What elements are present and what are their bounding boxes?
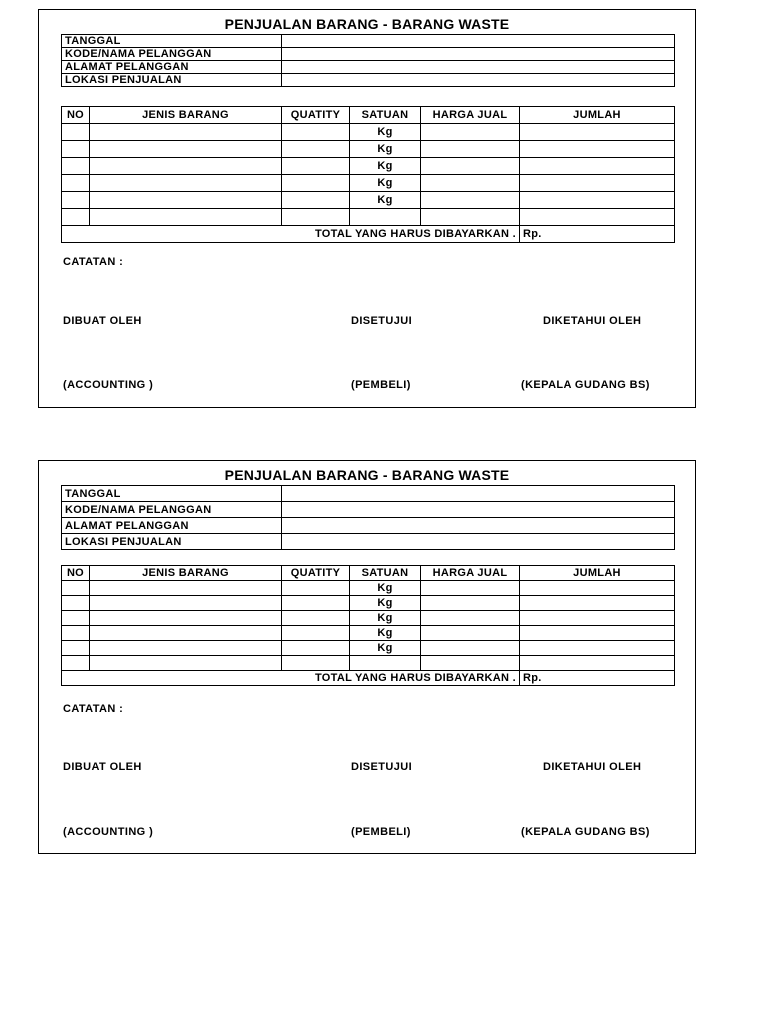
cell-jenis-barang[interactable] [90,611,282,626]
cell-no[interactable] [62,158,90,175]
cell-jumlah[interactable] [520,192,675,209]
table-row [62,141,675,158]
notes-label: CATATAN : [63,256,124,268]
total-row [62,671,675,686]
table-row [62,626,675,641]
cell-quantity[interactable] [282,175,350,192]
role-pembeli: (PEMBELI) [351,826,411,838]
col-harga-jual: HARGA JUAL [421,107,520,124]
cell-harga-jual[interactable] [421,611,520,626]
signature-acknowledged: DIKETAHUI OLEH [543,315,642,327]
cell-no[interactable] [62,596,90,611]
label-lokasi-penjualan: LOKASI PENJUALAN [62,74,282,87]
field-alamat-pelanggan[interactable] [282,61,675,74]
col-jumlah: JUMLAH [520,107,675,124]
col-quantity: QUATITY [282,107,350,124]
cell-jenis-barang[interactable] [90,124,282,141]
label-tanggal: TANGGAL [62,35,282,48]
form-title: PENJUALAN BARANG - BARANG WASTE [224,467,510,483]
table-row [62,581,675,596]
table-row [62,209,675,226]
cell-jumlah[interactable] [520,581,675,596]
col-jumlah: JUMLAH [520,566,675,581]
signature-made-by: DIBUAT OLEH [63,761,142,773]
total-amount[interactable]: Rp. [520,671,675,686]
cell-jenis-barang[interactable] [90,209,282,226]
field-tanggal[interactable] [282,35,675,48]
field-alamat-pelanggan[interactable] [282,518,675,534]
cell-harga-jual[interactable] [421,656,520,671]
cell-quantity[interactable] [282,124,350,141]
col-no: NO [62,566,90,581]
cell-harga-jual[interactable] [421,209,520,226]
cell-jumlah[interactable] [520,209,675,226]
total-label: TOTAL YANG HARUS DIBAYARKAN . [62,226,520,243]
cell-satuan: Kg [350,626,421,641]
col-satuan: SATUAN [350,107,421,124]
cell-quantity[interactable] [282,611,350,626]
cell-harga-jual[interactable] [421,641,520,656]
cell-jenis-barang[interactable] [90,656,282,671]
cell-jumlah[interactable] [520,656,675,671]
form-title: PENJUALAN BARANG - BARANG WASTE [224,16,510,32]
cell-quantity[interactable] [282,626,350,641]
cell-satuan [350,209,421,226]
cell-no[interactable] [62,124,90,141]
col-jenis-barang: JENIS BARANG [90,566,282,581]
cell-jumlah[interactable] [520,596,675,611]
cell-jumlah[interactable] [520,124,675,141]
customer-info-table [61,485,675,550]
cell-jenis-barang[interactable] [90,581,282,596]
cell-jumlah[interactable] [520,141,675,158]
cell-jenis-barang[interactable] [90,141,282,158]
cell-harga-jual[interactable] [421,158,520,175]
cell-satuan: Kg [350,192,421,209]
col-no: NO [62,107,90,124]
cell-harga-jual[interactable] [421,192,520,209]
table-row [62,596,675,611]
table-row [62,192,675,209]
col-jenis-barang: JENIS BARANG [90,107,282,124]
cell-jenis-barang[interactable] [90,596,282,611]
field-tanggal[interactable] [282,486,675,502]
cell-jumlah[interactable] [520,175,675,192]
cell-no[interactable] [62,175,90,192]
label-alamat-pelanggan: ALAMAT PELANGGAN [62,61,282,74]
role-kepala-gudang: (KEPALA GUDANG BS) [521,379,650,391]
cell-jenis-barang[interactable] [90,192,282,209]
cell-quantity[interactable] [282,596,350,611]
cell-jenis-barang[interactable] [90,626,282,641]
label-kode-nama-pelanggan: KODE/NAMA PELANGGAN [62,502,282,518]
table-row [62,158,675,175]
cell-satuan: Kg [350,175,421,192]
items-table [61,565,675,686]
sales-form-2 [38,460,696,854]
label-lokasi-penjualan: LOKASI PENJUALAN [62,534,282,550]
role-kepala-gudang: (KEPALA GUDANG BS) [521,826,650,838]
cell-harga-jual[interactable] [421,124,520,141]
cell-no[interactable] [62,141,90,158]
total-row [62,226,675,243]
cell-quantity[interactable] [282,581,350,596]
sales-form-1 [38,9,696,408]
table-row [62,611,675,626]
cell-jumlah[interactable] [520,641,675,656]
cell-satuan: Kg [350,158,421,175]
cell-satuan: Kg [350,581,421,596]
items-table [61,106,675,243]
role-accounting: (ACCOUNTING ) [63,826,154,838]
cell-harga-jual[interactable] [421,141,520,158]
signature-acknowledged: DIKETAHUI OLEH [543,761,642,773]
cell-no[interactable] [62,581,90,596]
cell-no[interactable] [62,656,90,671]
cell-jumlah[interactable] [520,611,675,626]
cell-satuan: Kg [350,611,421,626]
cell-quantity[interactable] [282,192,350,209]
role-pembeli: (PEMBELI) [351,379,411,391]
cell-quantity[interactable] [282,641,350,656]
label-tanggal: TANGGAL [62,486,282,502]
cell-harga-jual[interactable] [421,626,520,641]
total-amount[interactable]: Rp. [520,226,675,243]
cell-harga-jual[interactable] [421,596,520,611]
field-lokasi-penjualan[interactable] [282,74,675,87]
cell-quantity[interactable] [282,141,350,158]
cell-jumlah[interactable] [520,626,675,641]
col-satuan: SATUAN [350,566,421,581]
table-row [62,124,675,141]
cell-jenis-barang[interactable] [90,158,282,175]
table-row [62,175,675,192]
cell-no[interactable] [62,611,90,626]
cell-quantity[interactable] [282,656,350,671]
cell-satuan: Kg [350,141,421,158]
cell-jumlah[interactable] [520,158,675,175]
label-kode-nama-pelanggan: KODE/NAMA PELANGGAN [62,48,282,61]
customer-info-table [61,34,675,87]
cell-no[interactable] [62,626,90,641]
notes-label: CATATAN : [63,703,124,715]
signature-made-by: DIBUAT OLEH [63,315,142,327]
table-row [62,641,675,656]
cell-harga-jual[interactable] [421,175,520,192]
cell-jenis-barang[interactable] [90,641,282,656]
role-accounting: (ACCOUNTING ) [63,379,154,391]
cell-satuan: Kg [350,124,421,141]
field-lokasi-penjualan[interactable] [282,534,675,550]
signature-approved: DISETUJUI [351,761,413,773]
col-quantity: QUATITY [282,566,350,581]
cell-no[interactable] [62,209,90,226]
table-row [62,656,675,671]
cell-satuan [350,656,421,671]
cell-no[interactable] [62,641,90,656]
cell-no[interactable] [62,192,90,209]
cell-jenis-barang[interactable] [90,175,282,192]
cell-satuan: Kg [350,641,421,656]
signature-approved: DISETUJUI [351,315,413,327]
cell-satuan: Kg [350,596,421,611]
field-kode-nama-pelanggan[interactable] [282,48,675,61]
cell-quantity[interactable] [282,158,350,175]
col-harga-jual: HARGA JUAL [421,566,520,581]
label-alamat-pelanggan: ALAMAT PELANGGAN [62,518,282,534]
cell-quantity[interactable] [282,209,350,226]
cell-harga-jual[interactable] [421,581,520,596]
field-kode-nama-pelanggan[interactable] [282,502,675,518]
total-label: TOTAL YANG HARUS DIBAYARKAN . [62,671,520,686]
